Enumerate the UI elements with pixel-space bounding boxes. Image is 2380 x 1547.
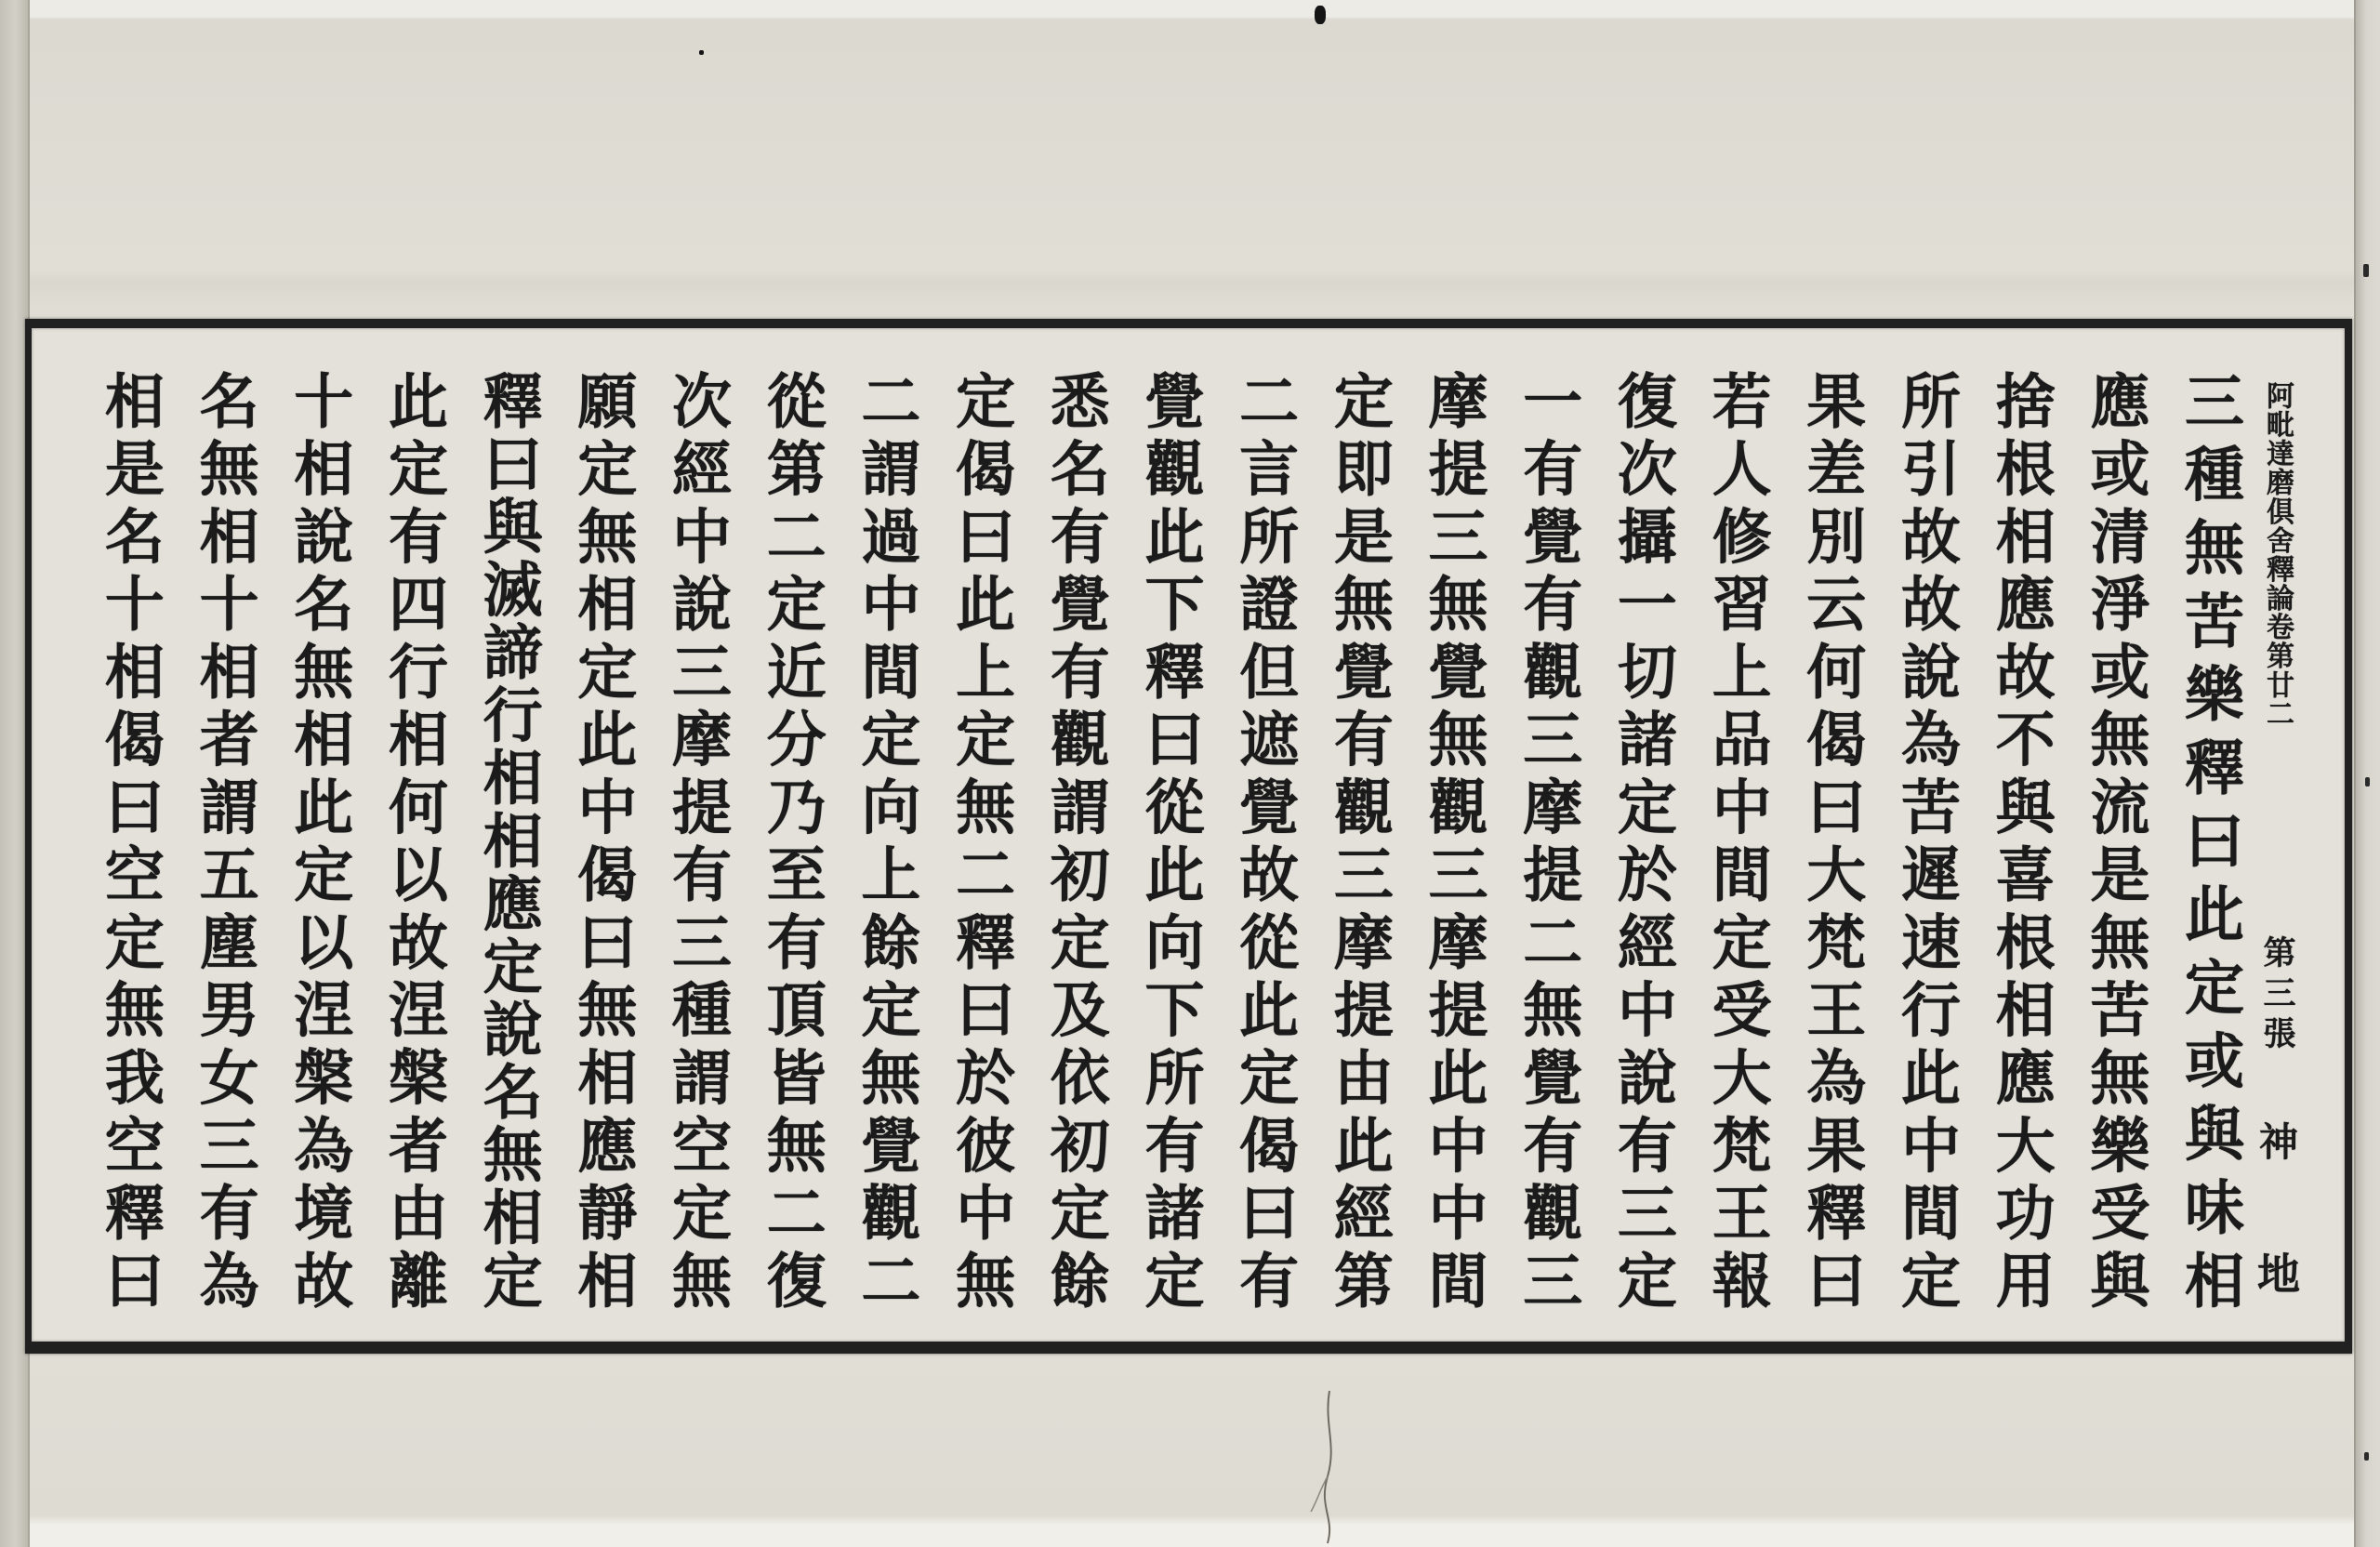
margin-carver-mark: 地 xyxy=(2251,1251,2301,1294)
edge-ink-mark xyxy=(2364,1452,2369,1461)
text-body xyxy=(82,370,2256,1323)
text-column-11: 二言所證但遮覺故從此定偈曰有 xyxy=(1229,370,1300,1317)
text-column-9: 摩提三無覺無觀三摩提此中中間 xyxy=(1418,370,1488,1317)
text-column-4: 所引故故說為苦遲速行此中間定 xyxy=(1890,370,1961,1317)
text-column-15: 二謂過中間定向上餘定無覺觀二 xyxy=(851,370,921,1317)
ink-smudge xyxy=(1315,6,1326,24)
margin-case-mark: 神 xyxy=(2254,1121,2299,1160)
text-column-21: 十相說名無相此定以涅槃為境故 xyxy=(284,370,354,1317)
edge-ink-mark xyxy=(2363,264,2369,277)
text-column-2: 應或清淨或無流是無苦無樂受與 xyxy=(2080,370,2150,1317)
text-column-12: 覺觀此下釋曰從此向下所有諸定 xyxy=(1134,370,1205,1317)
text-column-8: 一有覺有觀三摩提二無覺有觀三 xyxy=(1513,370,1583,1317)
text-column-5: 果差別云何偈曰大梵王為果釋曰 xyxy=(1796,370,1867,1317)
text-column-19: 釋曰與滅諦行相相應定說名無相定 xyxy=(472,370,543,1313)
text-column-20: 此定有四行相何以故涅槃者由離 xyxy=(377,370,448,1317)
text-column-10: 定即是無覺有觀三摩提由此經第 xyxy=(1323,370,1394,1317)
text-column-13: 悉名有覺有觀謂初定及依初定餘 xyxy=(1039,370,1110,1317)
margin-sheet-number: 第三張 xyxy=(2258,935,2296,1057)
text-column-18: 願定無相定此中偈曰無相應靜相 xyxy=(567,370,638,1317)
text-column-14: 定偈曰此上定無二釋曰於彼中無 xyxy=(945,370,1016,1317)
text-column-17: 次經中說三摩提有三種謂空定無 xyxy=(662,370,732,1317)
paper-crack xyxy=(1300,1387,1365,1547)
text-column-7: 復次攝一切諸定於經中說有三定 xyxy=(1606,370,1677,1317)
edge-ink-mark xyxy=(2365,777,2370,787)
text-column-16: 從第二定近分乃至有頂皆無二復 xyxy=(756,370,826,1317)
text-column-1: 三種無苦樂釋曰此定或與味相 xyxy=(2175,370,2244,1323)
margin-title: 阿毗達磨俱舍釋論卷第廿二 xyxy=(2261,381,2294,729)
text-column-6: 若人修習上品中間定受大梵王報 xyxy=(1701,370,1772,1317)
page-edge-right xyxy=(2354,0,2380,1547)
ink-dot xyxy=(699,50,704,55)
text-column-22: 名無相十相者謂五塵男女三有為 xyxy=(189,370,259,1317)
text-column-23: 相是名十相偈曰空定無我空釋曰 xyxy=(94,370,165,1317)
text-column-3: 捨根相應故不與喜根相應大功用 xyxy=(1985,370,2056,1317)
